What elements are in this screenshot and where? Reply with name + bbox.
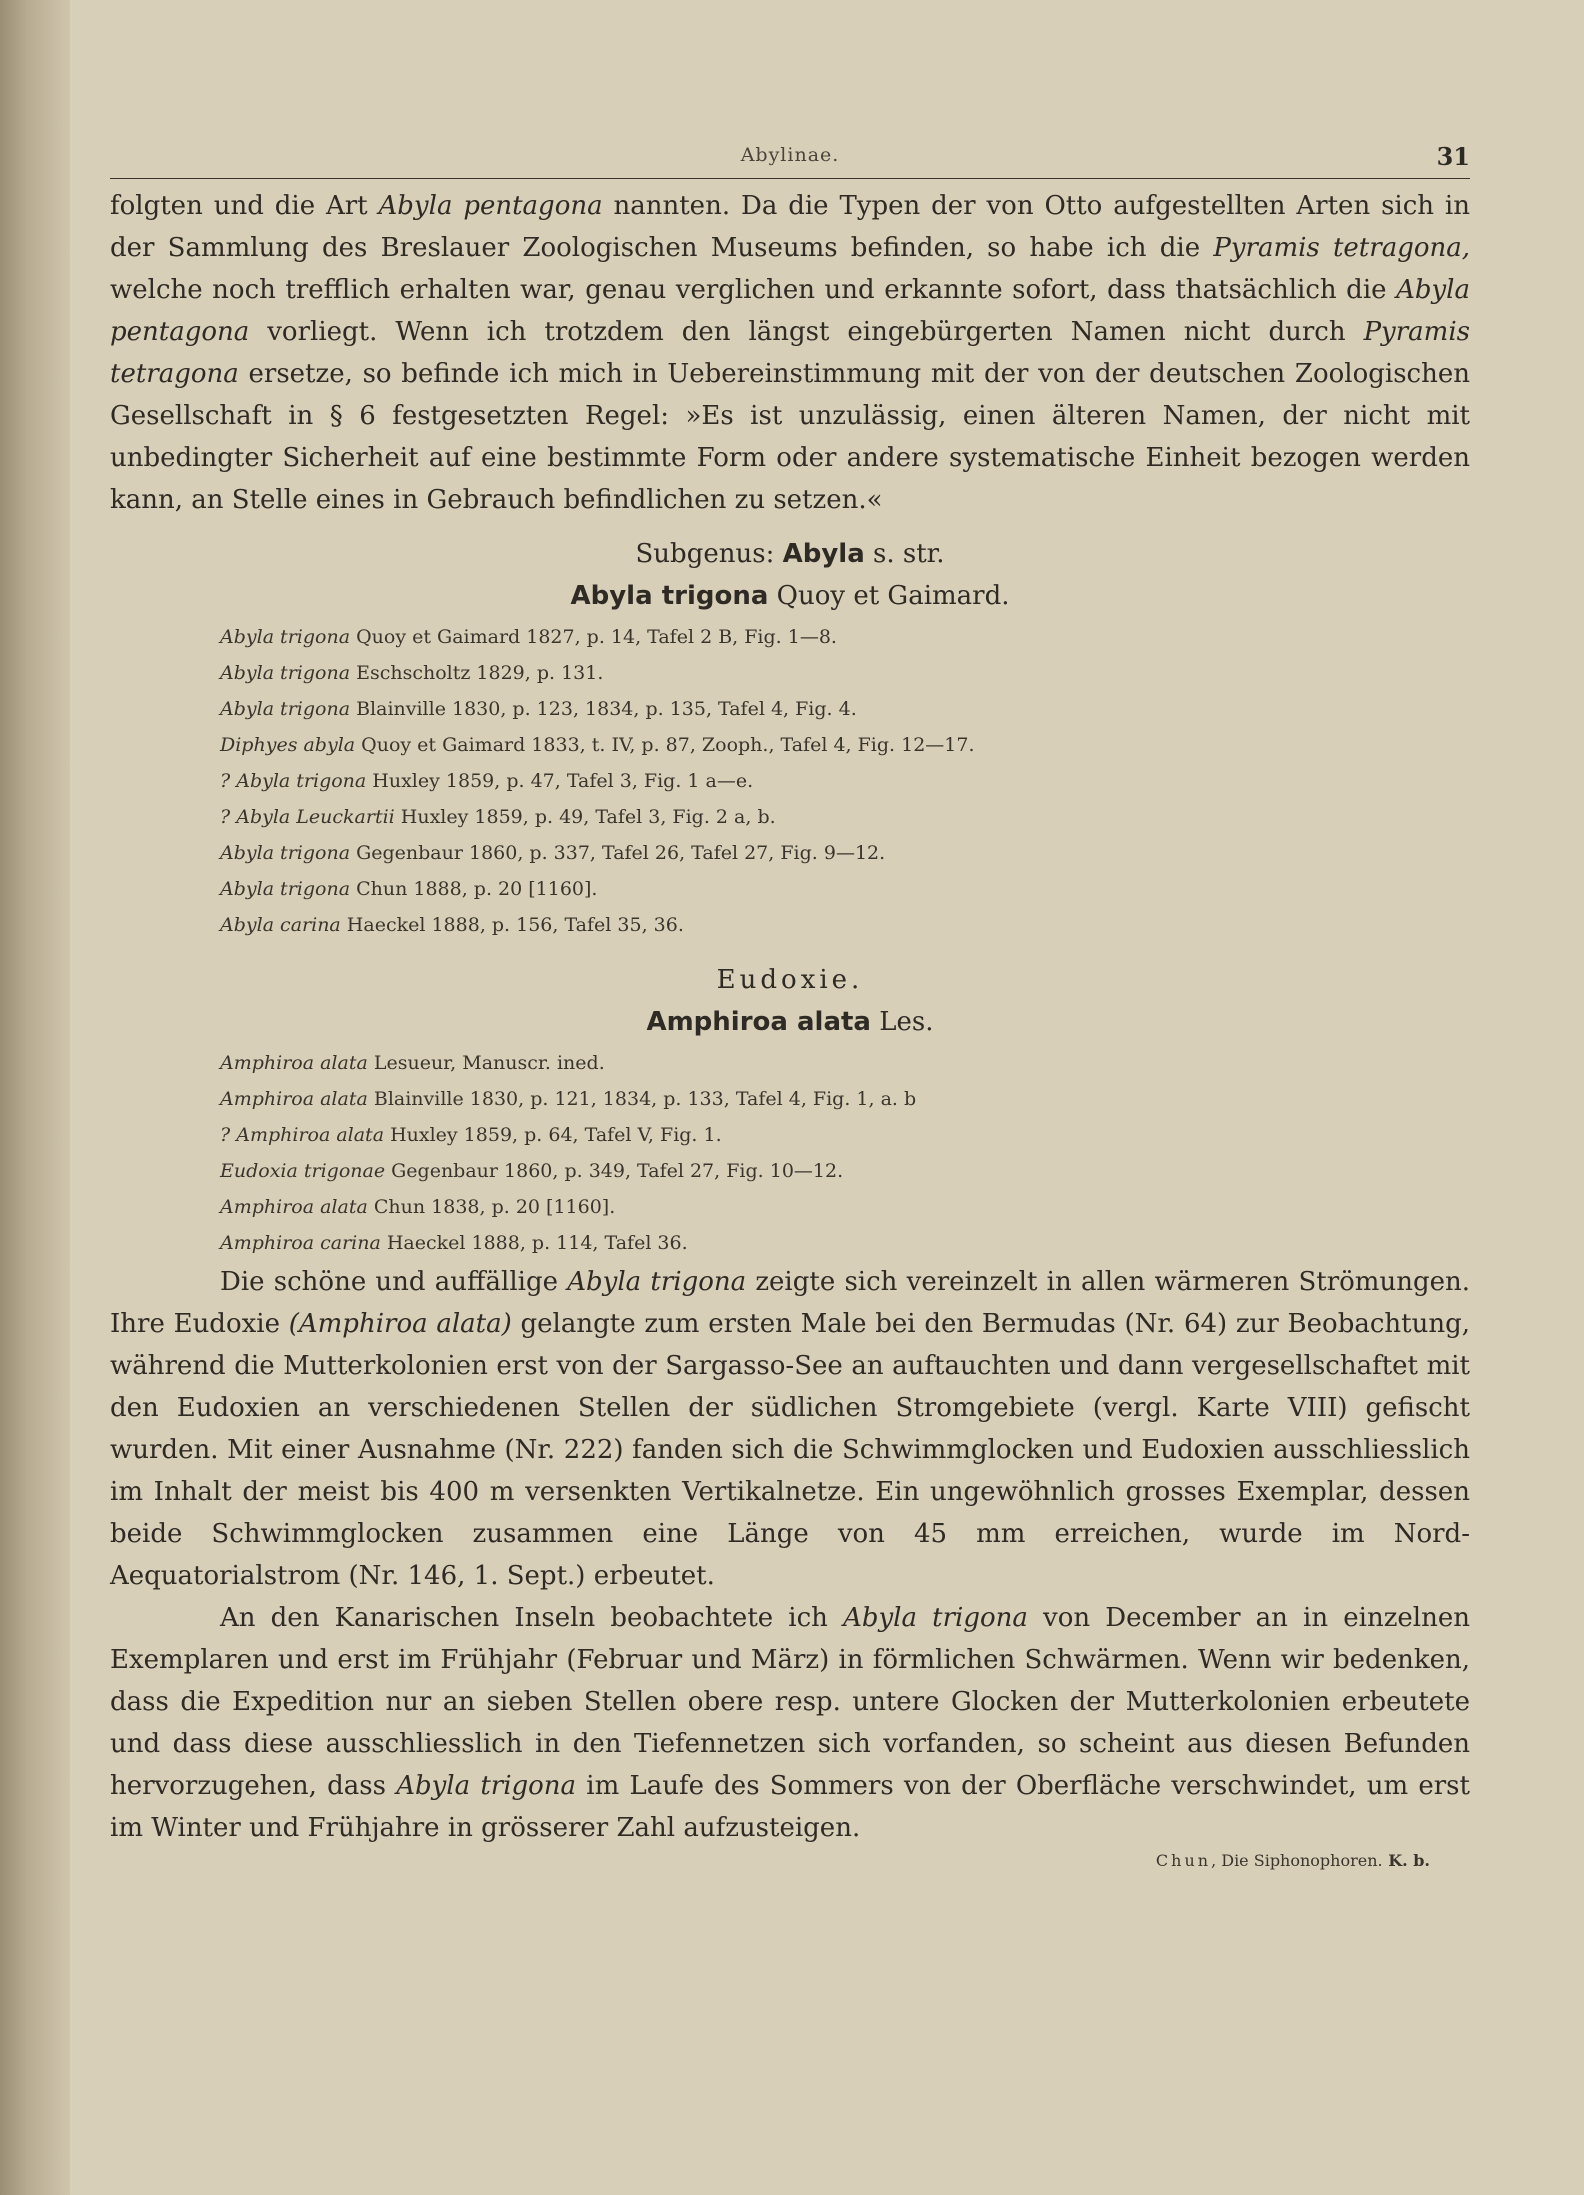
synonym-item <box>220 763 1470 799</box>
taxon: Amphiroa alata <box>220 1196 368 1218</box>
synonym-item <box>220 1153 1470 1189</box>
taxon: Pyramis tetragona <box>110 317 1470 389</box>
reference: Chun 1838, p. 20 [1160]. <box>367 1196 616 1218</box>
taxon: Abyla trigona <box>220 626 351 648</box>
text: im Laufe des Sommers von der Oberfläche verschwindet, um erst im Winter und Frühjahre in grösserer Zahl aufzusteigen. <box>110 1771 1470 1843</box>
synonym-item <box>220 1081 1470 1117</box>
text: vorliegt. Wenn ich trotzdem den längst eingebürgerten Namen nicht durch <box>249 317 1364 347</box>
taxon: Abyla pentagona <box>378 191 603 221</box>
synonym-item <box>220 1117 1470 1153</box>
reference: Huxley 1859, p. 64, Tafel V, Fig. 1. <box>384 1124 722 1146</box>
reference: Huxley 1859, p. 49, Tafel 3, Fig. 2 a, b. <box>394 806 776 828</box>
subgenus-heading <box>110 533 1470 575</box>
taxon: ? Abyla Leuckartii <box>220 806 395 828</box>
synonym-item <box>220 619 1470 655</box>
taxon: Abyla trigona <box>567 1267 747 1297</box>
intro-paragraph <box>110 185 1470 521</box>
taxon: Eudoxia trigonae <box>220 1160 386 1182</box>
page-number: 31 <box>1436 142 1470 171</box>
text: Die schöne und auffällige <box>220 1267 568 1297</box>
body-paragraph-2 <box>110 1597 1470 1849</box>
taxon: Abyla carina <box>220 914 341 936</box>
text: folgten und die Art <box>110 191 379 221</box>
synonym-item <box>220 1045 1470 1081</box>
page <box>110 140 1470 1870</box>
species-name: Amphiroa alata <box>646 1007 871 1037</box>
reference: Gegenbaur 1860, p. 337, Tafel 26, Tafel 27, Fig. 9—12. <box>350 842 886 864</box>
taxon: Abyla trigona <box>396 1771 577 1801</box>
synonym-item <box>220 655 1470 691</box>
reference: Lesueur, Manuscr. ined. <box>367 1052 605 1074</box>
taxon: Amphiroa carina <box>220 1232 381 1254</box>
reference: Chun 1888, p. 20 [1160]. <box>350 878 598 900</box>
taxon: Amphiroa alata <box>220 1088 368 1110</box>
running-header <box>110 140 1470 179</box>
footer-author: Chun <box>1155 1851 1212 1870</box>
body-paragraph-1 <box>110 1261 1470 1597</box>
text: zeigte sich vereinzelt in allen wärmeren Strömungen. Ihre Eudoxie <box>110 1267 1470 1339</box>
taxon: Abyla trigona <box>220 698 351 720</box>
text: nannten. Da die Typen der von Otto aufgestellten Arten sich in der Sammlung des Breslauer Zoologischen Museums befinden, so habe ich die <box>110 191 1470 263</box>
synonym-item <box>220 727 1470 763</box>
footer-signature: K. b. <box>1382 1851 1430 1870</box>
taxon: Abyla trigona <box>220 842 351 864</box>
taxon: Diphyes abyla <box>220 734 356 756</box>
text: welche noch trefflich erhalten war, genau verglichen und erkannte sofort, dass thatsächlich die <box>110 275 1397 305</box>
running-title: Abylinae. <box>740 144 840 166</box>
subgenus-name: Abyla <box>782 539 865 569</box>
taxon: ? Amphiroa alata <box>220 1124 385 1146</box>
text: An den Kanarischen Inseln beobachtete ich <box>220 1603 844 1633</box>
species-author: Quoy et Gaimard. <box>768 581 1010 611</box>
taxon: Abyla trigona <box>220 662 351 684</box>
taxon: Abyla trigona <box>843 1603 1028 1633</box>
synonym-item <box>220 907 1470 943</box>
synonym-list-amphiroa <box>220 1045 1470 1261</box>
synonym-item <box>220 871 1470 907</box>
reference: Gegenbaur 1860, p. 349, Tafel 27, Fig. 10—12. <box>385 1160 844 1182</box>
taxon: (Amphiroa alata) <box>288 1309 512 1339</box>
reference: Huxley 1859, p. 47, Tafel 3, Fig. 1 a—e. <box>366 770 754 792</box>
reference: Eschscholtz 1829, p. 131. <box>350 662 604 684</box>
reference: Haeckel 1888, p. 156, Tafel 35, 36. <box>340 914 684 936</box>
species-author: Les. <box>870 1007 934 1037</box>
synonym-list-abyla <box>220 619 1470 943</box>
text: ersetze, so befinde ich mich in Uebereinstimmung mit der von der deutschen Zoologischen Gesellschaft in § 6 festgesetzten Regel: »Es ist unzulässig, einen älteren Namen, der nicht mit unbedingter Sicherheit auf eine bestimmte Form oder andere systematische Einheit bezogen werden kann, an Stelle eines in Gebrauch befindlichen zu setzen.« <box>110 359 1470 515</box>
synonym-item <box>220 799 1470 835</box>
species-heading-amphiroa <box>110 1001 1470 1043</box>
subgenus-suffix: s. str. <box>864 539 945 569</box>
species-heading-abyla <box>110 575 1470 617</box>
synonym-item <box>220 1225 1470 1261</box>
synonym-item <box>220 1189 1470 1225</box>
reference: Quoy et Gaimard 1827, p. 14, Tafel 2 B, Fig. 1—8. <box>350 626 837 648</box>
synonym-item <box>220 835 1470 871</box>
eudoxie-heading: Eudoxie. <box>716 965 864 995</box>
taxon: Abyla trigona <box>220 878 351 900</box>
taxon: ? Abyla trigona <box>220 770 367 792</box>
reference: Quoy et Gaimard 1833, t. IV, p. 87, Zooph., Tafel 4, Fig. 12—17. <box>355 734 975 756</box>
text: von December an in einzelnen Exemplaren und erst im Frühjahr (Februar und März) in förmlichen Schwärmen. Wenn wir bedenken, dass die Expedition nur an sieben Stellen obere resp. untere Glocken der Mutterkolonien erbeutete und dass diese ausschliesslich in den Tiefennetzen sich vorfanden, so scheint aus diesen Befunden hervorzugehen, dass <box>110 1603 1470 1801</box>
taxon: Abyla pentagona <box>110 275 1470 347</box>
reference: Blainville 1830, p. 123, 1834, p. 135, Tafel 4, Fig. 4. <box>350 698 857 720</box>
subgenus-prefix: Subgenus: <box>635 539 783 569</box>
taxon: Amphiroa alata <box>220 1052 368 1074</box>
signature-line <box>110 1851 1470 1870</box>
reference: Haeckel 1888, p. 114, Tafel 36. <box>380 1232 688 1254</box>
book-spine-shadow <box>0 0 70 2195</box>
synonym-item <box>220 691 1470 727</box>
reference: Blainville 1830, p. 121, 1834, p. 133, Tafel 4, Fig. 1, a. b <box>367 1088 917 1110</box>
text: gelangte zum ersten Male bei den Bermudas (Nr. 64) zur Beobachtung, während die Mutterkolonien erst von der Sargasso-See an auftauchten und dann vergesellschaftet mit den Eudoxien an verschiedenen Stellen der südlichen Stromgebiete (vergl. Karte VIII) gefischt wurden. Mit einer Ausnahme (Nr. 222) fanden sich die Schwimmglocken und Eudoxien ausschliesslich im Inhalt der meist bis 400 m versenkten Vertikalnetze. Ein ungewöhnlich grosses Exemplar, dessen beide Schwimmglocken zusammen eine Länge von 45 mm erreichen, wurde im Nord-Aequatorialstrom (Nr. 146, 1. Sept.) erbeutet. <box>110 1309 1470 1591</box>
footer-work: , Die Siphonophoren. <box>1211 1851 1383 1870</box>
species-name: Abyla trigona <box>570 581 769 611</box>
taxon: Pyramis tetragona, <box>1213 233 1470 263</box>
